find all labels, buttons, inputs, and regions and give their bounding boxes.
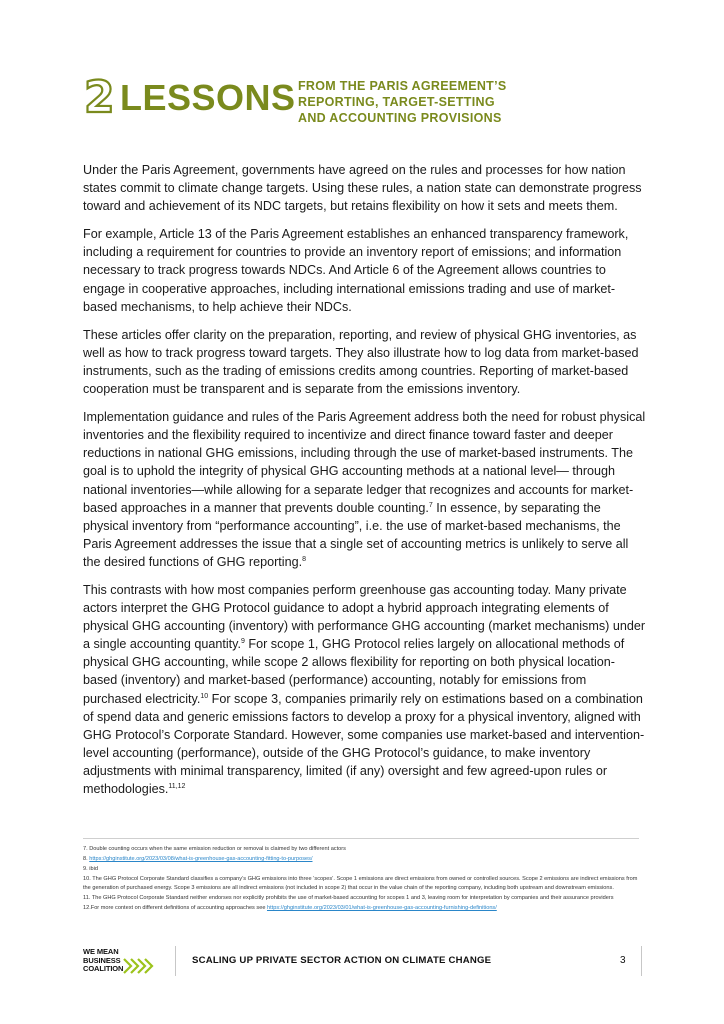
footnote-8 (83, 855, 639, 864)
chevron-arrows-icon (121, 956, 155, 976)
logo-line: COALITION (83, 964, 124, 974)
footnote-9: 9. ibid (83, 866, 98, 873)
section-number: 2 (84, 72, 115, 123)
footnote-ref[interactable]: 11,12 (168, 782, 186, 790)
page-number: 3 (620, 955, 626, 966)
footnote-ref[interactable]: 7 (428, 501, 433, 509)
footnotes (83, 845, 639, 914)
body-text (83, 161, 648, 808)
coalition-logo (83, 948, 163, 988)
subtitle-line: AND ACCOUNTING PROVISIONS (298, 111, 502, 125)
footnote-divider (83, 838, 639, 839)
section-subtitle (298, 78, 558, 126)
paragraph (83, 408, 648, 571)
paragraph-text: This contrasts with how most companies perform greenhouse gas accounting today. Many private actors interpret the GHG Protocol guidance to adopt a hybrid approach integrating elements of physical GHG accounting (inventory) with performance GHG accounting (market mechanisms) under a single accounting quantity. (83, 582, 646, 652)
footer-divider (641, 946, 642, 976)
footnote-number: 8. (83, 856, 90, 863)
subtitle-line: FROM THE PARIS AGREEMENT’S (298, 79, 507, 93)
subtitle-line: REPORTING, TARGET-SETTING (298, 95, 495, 109)
footnote-ref[interactable]: 9 (241, 638, 245, 646)
footnote-text: 12.For more context on different definitions of accounting approaches see (83, 905, 267, 912)
footnote-10: 10. The GHG Protocol Corporate Standard classifies a company’s GHG emissions into three ‘scopes’. Scope 1 emissions are direct emissions from owned or controlled sources. Scope 2 emissions are indirect emissions from the generation of purchased energy. Scope 3 emissions are all indirect emissions (not included in scope 2) that occur in the value chain of the reporting company, including both upstream and downstream emissions. (83, 876, 638, 891)
page-footer (0, 940, 724, 1024)
footnote-7: 7. Double counting occurs when the same emission reduction or removal is claimed by two different actors (83, 846, 346, 852)
paragraph-text: In essence, by separating the physical inventory from “performance accounting”, i.e. the use of market-based mechanisms, the Paris Agreement addresses the issue that a single set of accounting metrics is unlikely to serve all the desired functions of GHG reporting. (83, 500, 629, 569)
logo-line: WE MEAN (83, 947, 119, 956)
footer-title: SCALING UP PRIVATE SECTOR ACTION ON CLIMATE CHANGE (192, 955, 492, 966)
paragraph (83, 581, 648, 798)
section-title: LESSONS (120, 77, 296, 118)
logo-text (83, 948, 123, 974)
footer-divider (175, 946, 176, 976)
footnote-link[interactable]: https://ghginstitute.org/2023/03/01/what-is-greenhouse-gas-accounting-furnishing-definitions/ (266, 905, 497, 912)
footnote-11: 11. The GHG Protocol Corporate Standard neither endorses nor explicitly prohibits the use of market-based accounting for scopes 1 and 3, leaving room for interpretation by companies and their assurance providers (83, 894, 614, 901)
logo-line: BUSINESS (83, 955, 121, 965)
footnote-ref[interactable]: 8 (302, 555, 307, 563)
paragraph: These articles offer clarity on the preparation, reporting, and review of physical GHG inventories, as well as how to track progress toward targets. They also illustrate how to log data from market-based instruments, such as the trading of emissions credits among countries. Reporting of market-based cooperation must be transparent and is separate from the emissions inventory. (83, 327, 639, 397)
footnote-12 (83, 904, 639, 913)
paragraph: For example, Article 13 of the Paris Agreement establishes an enhanced transparency framework, including a requirement for countries to provide an inventory report of emissions; and information necessary to track progress towards NDCs. And Article 6 of the Agreement allows countries to engage in cooperative approaches, including international emissions trading and use of market-based mechanisms, to help achieve their NDCs. (83, 227, 629, 314)
footnote-link[interactable]: https://ghginstitute.org/2023/03/08/what-is-greenhouse-gas-accounting-fitting-to-purposes/ (89, 856, 313, 863)
paragraph-text: Implementation guidance and rules of the Paris Agreement address both the need for robust physical inventories and the flexibility required to incentivize and direct finance toward faster and deeper reductions in national GHG emissions, including through the use of market-based instruments. The goal is to uphold the integrity of physical GHG accounting methods at a national level— through national inventories—while allowing for a separate ledger that recognizes and accounts for market-based approaches in a manner that prevents double counting. (83, 410, 646, 515)
paragraph-text: For scope 1, GHG Protocol relies largely on allocational methods of physical GHG accounting, while scope 2 allows flexibility for reporting on both physical location-based (inventory) and market-based (performance) accounting, notably for emissions from purchased electricity. (83, 637, 625, 706)
footnote-ref[interactable]: 10 (200, 692, 209, 700)
paragraph: Under the Paris Agreement, governments have agreed on the rules and processes for how nation states commit to climate change targets. Using these rules, a nation state can demonstrate progress toward and achievement of its NDC targets, but retains flexibility on how it sets and meets them. (83, 163, 642, 214)
paragraph-text: For scope 3, companies primarily rely on estimations based on a combination of spend data and generic emissions factors to develop a proxy for a physical inventory, aligned with GHG Protocol’s Corporate Standard. However, some companies use market-based and intervention-level accounting (performance), outside of the GHG Protocol’s guidance, to make inventory adjustments with minimal transparency, limited (if any) oversight and few agreed-upon rules or methodologies. (83, 691, 645, 796)
